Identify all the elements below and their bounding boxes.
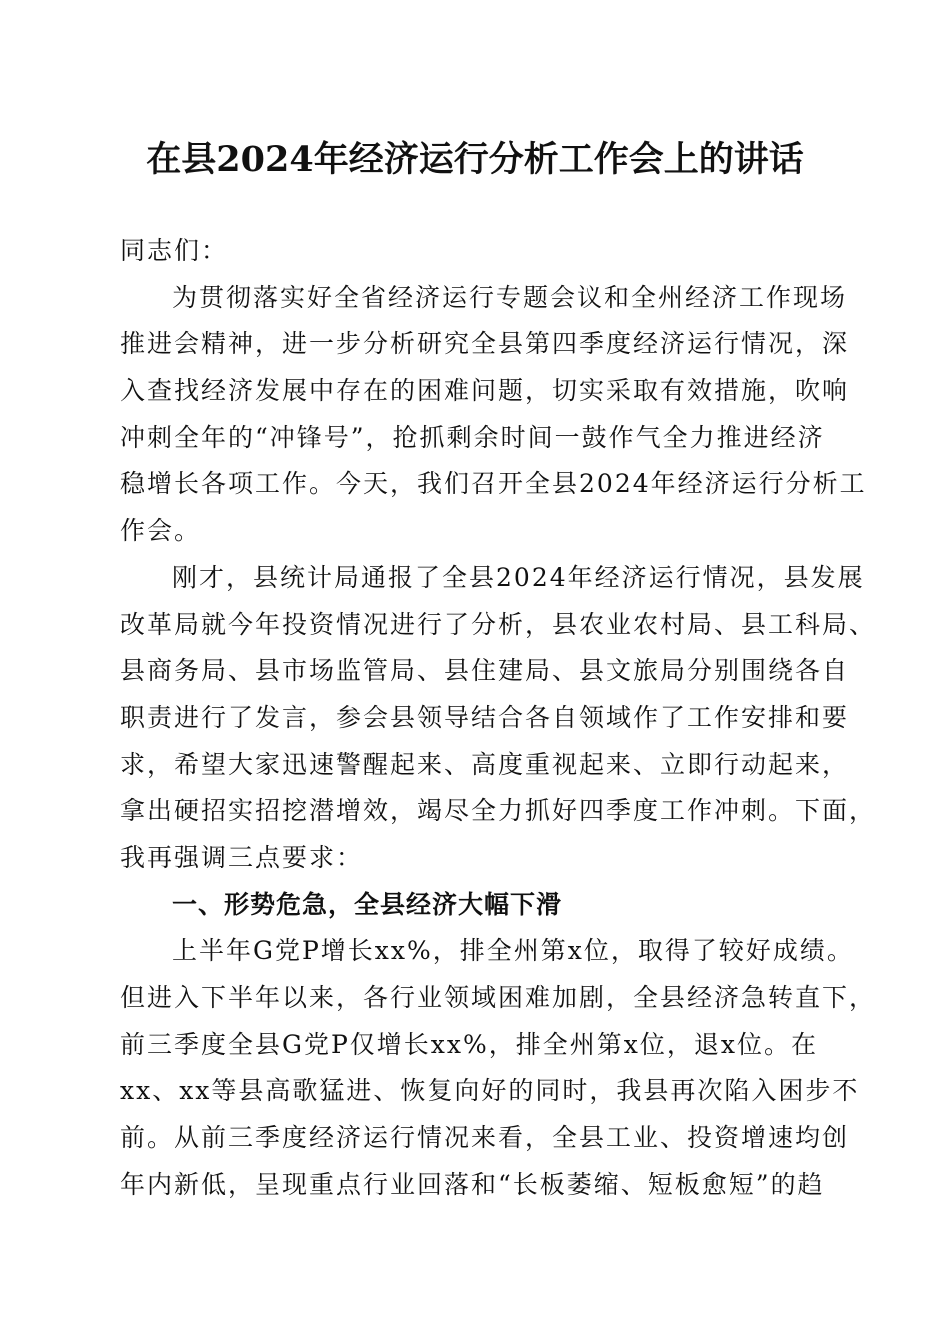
paragraph-line: 职责进行了发言，参会县领导结合各自领域作了工作安排和要 bbox=[120, 702, 850, 732]
paragraph-line: 冲刺全年的“冲锋号”，抢抓剩余时间一鼓作气全力推进经济 bbox=[120, 422, 825, 452]
paragraph-line: 我再强调三点要求： bbox=[120, 842, 364, 872]
paragraph-2 bbox=[120, 555, 877, 882]
paragraph-line: 上半年G党P增长xx%，排全州第x位，取得了较好成绩。 bbox=[172, 936, 854, 966]
paragraph-1 bbox=[120, 275, 867, 555]
section-heading-1: 一、形势危急，全县经济大幅下滑 bbox=[172, 889, 563, 919]
paragraph-line: 年内新低，呈现重点行业回落和“长板萎缩、短板愈短”的趋 bbox=[120, 1169, 825, 1199]
paragraph-line: 但进入下半年以来，各行业领域困难加剧，全县经济急转直下， bbox=[120, 983, 877, 1012]
salutation: 同志们： bbox=[120, 236, 229, 265]
paragraph-line: 改革局就今年投资情况进行了分析，县农业农村局、县工科局、 bbox=[120, 609, 877, 639]
paragraph-line: 前三季度全县G党P仅增长xx%，排全州第x位，退x位。在 bbox=[120, 1029, 818, 1059]
paragraph-3 bbox=[120, 928, 877, 1208]
paragraph-line: 前。从前三季度经济运行情况来看，全县工业、投资增速均创 bbox=[120, 1123, 850, 1153]
document-title: 在县2024年经济运行分析工作会上的讲话 bbox=[146, 139, 804, 180]
paragraph-line: 推进会精神，进一步分析研究全县第四季度经济运行情况，深 bbox=[120, 329, 850, 359]
paragraph-line: 作会。 bbox=[120, 516, 202, 546]
paragraph-line: 求，希望大家迅速警醒起来、高度重视起来、立即行动起来， bbox=[120, 749, 850, 779]
paragraph-line: xx、xx等县高歌猛进、恢复向好的同时，我县再次陷入困步不 bbox=[120, 1076, 860, 1106]
paragraph-line: 为贯彻落实好全省经济运行专题会议和全州经济工作现场 bbox=[172, 282, 848, 312]
document-body bbox=[120, 228, 877, 1208]
paragraph-line: 入查找经济发展中存在的困难问题，切实采取有效措施，吹响 bbox=[120, 376, 850, 406]
paragraph-line: 拿出硬招实招挖潜增效，竭尽全力抓好四季度工作冲刺。下面， bbox=[120, 796, 877, 826]
paragraph-line: 县商务局、县市场监管局、县住建局、县文旅局分别围绕各自 bbox=[120, 656, 850, 686]
paragraph-line: 刚才，县统计局通报了全县2024年经济运行情况，县发展 bbox=[172, 562, 865, 592]
paragraph-line: 稳增长各项工作。今天，我们召开全县2024年经济运行分析工 bbox=[120, 469, 867, 499]
